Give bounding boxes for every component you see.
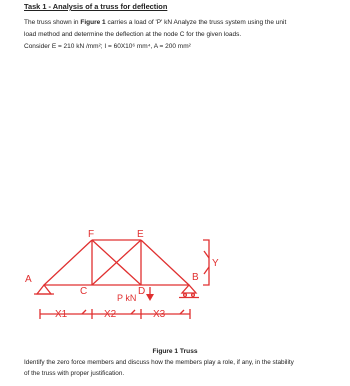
- node-label-c: C: [80, 286, 88, 297]
- question-text: [24, 357, 342, 379]
- load-arrowhead: [146, 294, 154, 301]
- node-label-e: E: [137, 229, 144, 240]
- material-properties: Consider E = 210 kN /mm²; I = 60X10⁶ mm⁴, A = 200 mm²: [24, 43, 191, 50]
- span-label-x2: X2: [104, 309, 117, 320]
- figure-caption: Figure 1 Truss: [152, 348, 198, 355]
- member-a-f: [44, 240, 92, 285]
- span-label-x3: X3: [153, 309, 166, 320]
- question-line-1: Identify the zero force members and discuss how the members play a role, if any, in the stability: [24, 359, 294, 366]
- node-label-d: D: [138, 286, 146, 297]
- figure-reference: Figure 1: [80, 19, 106, 26]
- span-label-x1: X1: [55, 309, 68, 320]
- member-e-b: [141, 240, 189, 285]
- node-label-a: A: [25, 274, 32, 285]
- node-label-f: F: [88, 229, 95, 240]
- load-label: P kN: [117, 293, 137, 303]
- height-dimension: [203, 240, 209, 285]
- height-label: Y: [212, 258, 219, 269]
- roller-support-b: [182, 285, 196, 293]
- description-line-2: load method and determine the deflection at the node C for the given loads.: [24, 31, 242, 38]
- task-title: Task 1 - Analysis of a truss for deflection: [24, 2, 168, 11]
- pin-support-a: [37, 285, 51, 294]
- description-line-1: The truss shown in Figure 1 carries a load of 'P' kN Analyze the truss system using the unit: [24, 19, 287, 26]
- node-label-b: B: [192, 272, 199, 283]
- question-line-2: of the truss with proper justification.: [24, 370, 125, 377]
